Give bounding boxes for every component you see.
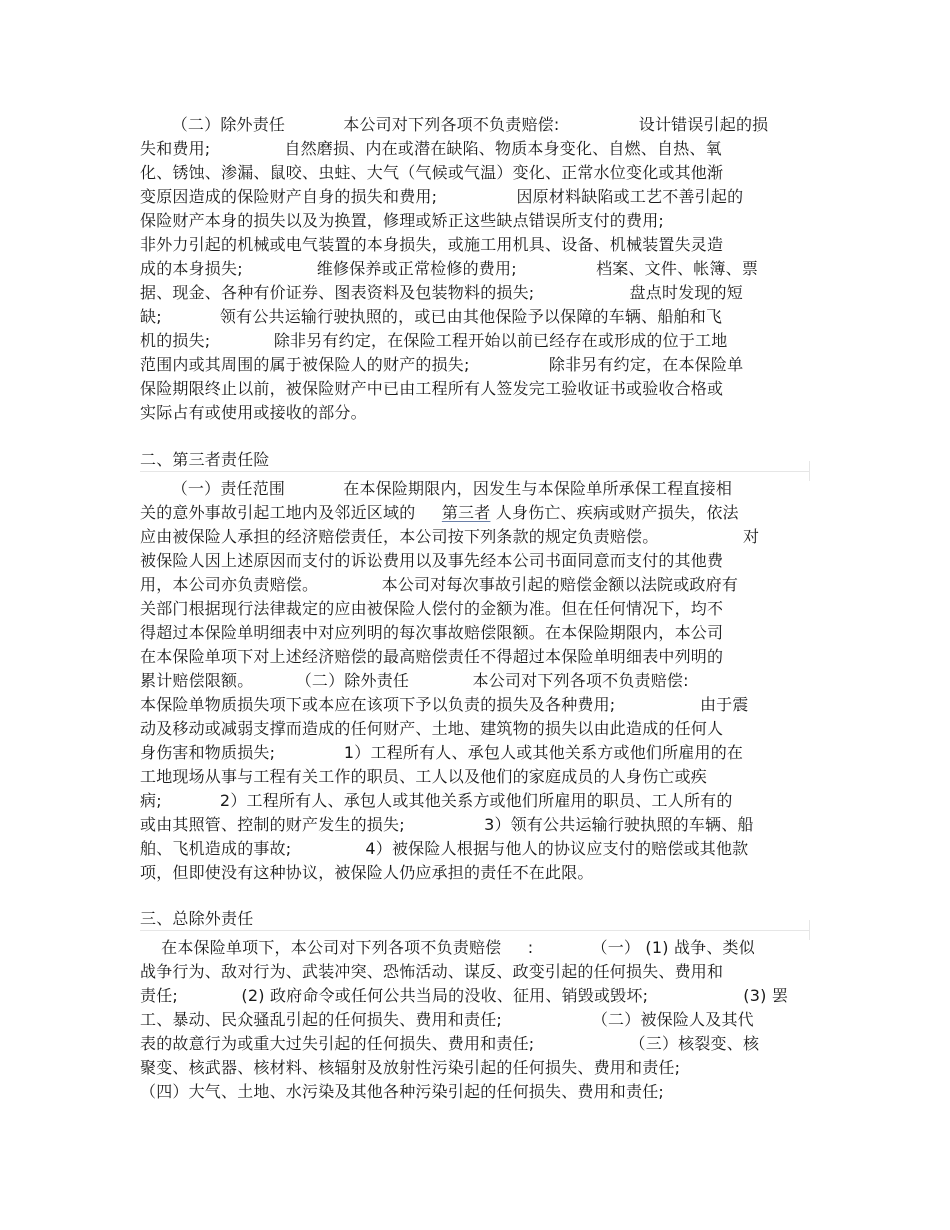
paragraph-line: 项，但即使没有这种协议，被保险人仍应承担的责任不在此限。	[140, 863, 594, 882]
section-heading: 三、总除外责任	[140, 909, 254, 928]
paragraph-line: 在本保险单项下，本公司对下列各项不负责赔偿 : （一） (1) 战争、类似	[140, 938, 755, 957]
paragraph-line: 在本保险单项下对上述经济赔偿的最高赔偿责任不得超过本保险单明细表中列明的	[140, 647, 724, 666]
heading-divider	[140, 930, 810, 931]
paragraph-line: 化、锈蚀、渗漏、鼠咬、虫蛀、大气（气候或气温）变化、正常水位变化或其他渐	[140, 163, 724, 182]
paragraph-line: 用，本公司亦负责赔偿。 本公司对每次事故引起的赔偿金额以法院或政府有	[140, 575, 739, 594]
third-party-link[interactable]: 第三者	[441, 503, 491, 522]
paragraph-line: 非外力引起的机械或电气装置的本身损失，或施工用机具、设备、机械装置失灵造	[140, 235, 724, 254]
paragraph-line: 累计赔偿限额。 （二）除外责任 本公司对下列各项不负责赔偿:	[140, 671, 689, 690]
paragraph-line: 工、暴动、民众骚乱引起的任何损失、费用和责任; （二）被保险人及其代	[140, 1010, 754, 1029]
paragraph-line: （四）大气、土地、水污染及其他各种污染引起的任何损失、费用和责任;	[140, 1082, 664, 1101]
paragraph-line: 病; 2）工程所有人、承包人或其他关系方或他们所雇用的职员、工人所有的	[140, 791, 733, 810]
paragraph-line: 工地现场从事与工程有关工作的职员、工人以及他们的家庭成员的人身伤亡或疾	[140, 767, 708, 786]
paragraph-line: 本保险单物质损失项下或本应在该项下予以负责的损失及各种费用; 由于震	[140, 695, 749, 714]
paragraph-line: 失和费用; 自然磨损、内在或潜在缺陷、物质本身变化、自燃、自热、氧	[140, 139, 722, 158]
paragraph-line: （一）责任范围 在本保险期限内，因发生与本保险单所承保工程直接相	[140, 479, 733, 498]
divider-tick	[809, 920, 810, 940]
line-text: 关的意外事故引起工地内及邻近区域的	[140, 503, 442, 522]
paragraph-line	[140, 502, 739, 524]
divider-tick	[809, 461, 810, 481]
paragraph-line: 表的故意行为或重大过失引起的任何损失、费用和责任; （三）核裂变、核	[140, 1034, 760, 1053]
paragraph-line: 责任; (2) 政府命令或任何公共当局的没收、征用、销毁或毁坏; (3) 罢	[140, 986, 789, 1005]
paragraph-line: 舶、飞机造成的事故; 4）被保险人根据与他人的协议应支付的赔偿或其他款	[140, 839, 749, 858]
paragraph-line: 或由其照管、控制的财产发生的损失; 3）领有公共运输行驶执照的车辆、船	[140, 815, 754, 834]
line-text: 人身伤亡、疾病或财产损失，依法	[490, 503, 739, 522]
paragraph-line: 聚变、核武器、核材料、核辐射及放射性污染引起的任何损失、费用和责任;	[140, 1058, 681, 1077]
paragraph-line: 变原因造成的保险财产自身的损失和费用; 因原材料缺陷或工艺不善引起的	[140, 187, 744, 206]
paragraph-line: 关部门根据现行法律裁定的应由被保险人偿付的金额为准。但在任何情况下，均不	[140, 599, 724, 618]
paragraph-line: 保险财产本身的损失以及为换置，修理或矫正这些缺点错误所支付的费用;	[140, 211, 664, 230]
paragraph-line: 缺; 领有公共运输行驶执照的，或已由其他保险予以保障的车辆、船舶和飞	[140, 307, 723, 326]
paragraph-line: 动及移动或减弱支撑而造成的任何财产、土地、建筑物的损失以由此造成的任何人	[140, 719, 724, 738]
paragraph-line: 战争行为、敌对行为、武装冲突、恐怖活动、谋反、政变引起的任何损失、费用和	[140, 962, 724, 981]
paragraph-line: 范围内或其周围的属于被保险人的财产的损失; 除非另有约定，在本保险单	[140, 355, 744, 374]
paragraph-line: 实际占有或使用或接收的部分。	[140, 403, 367, 422]
section-heading: 二、第三者责任险	[140, 450, 270, 469]
paragraph-line: 据、现金、各种有价证券、图表资料及包装物料的损失; 盘点时发现的短	[140, 283, 743, 302]
paragraph-line: 保险期限终止以前，被保险财产中已由工程所有人签发完工验收证书或验收合格或	[140, 379, 724, 398]
paragraph-line: 被保险人因上述原因而支付的诉讼费用以及事先经本公司书面同意而支付的其他费	[140, 551, 724, 570]
paragraph-line: 身伤害和物质损失; 1）工程所有人、承包人或其他关系方或他们所雇用的在	[140, 743, 744, 762]
paragraph-line: 应由被保险人承担的经济赔偿责任，本公司按下列条款的规定负责赔偿。 对	[140, 527, 760, 546]
paragraph-line: （二）除外责任 本公司对下列各项不负责赔偿: 设计错误引起的损	[140, 115, 769, 134]
heading-divider	[140, 471, 810, 472]
paragraph-line: 成的本身损失; 维修保养或正常检修的费用; 档案、文件、帐簿、票	[140, 259, 759, 278]
paragraph-line: 机的损失; 除非另有约定，在保险工程开始以前已经存在或形成的位于工地	[140, 331, 728, 350]
paragraph-line: 得超过本保险单明细表中对应列明的每次事故赔偿限额。在本保险期限内，本公司	[140, 623, 724, 642]
